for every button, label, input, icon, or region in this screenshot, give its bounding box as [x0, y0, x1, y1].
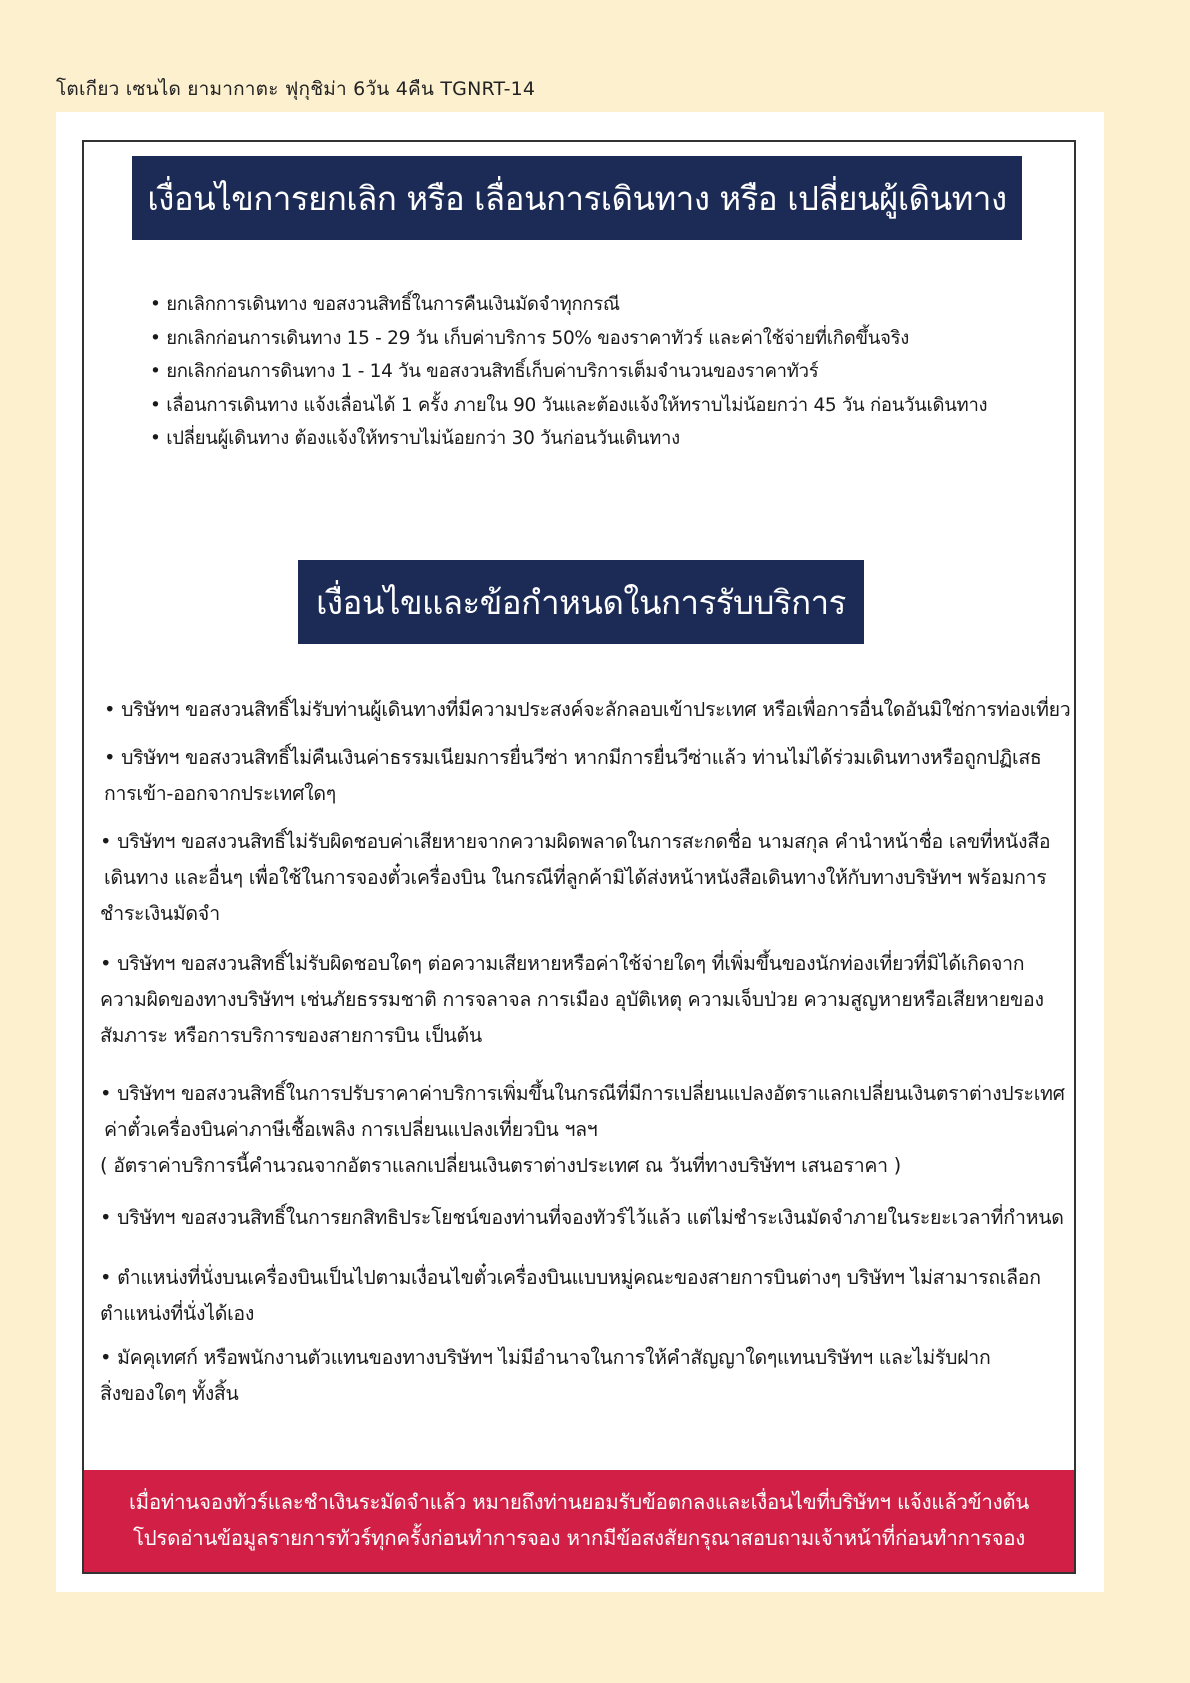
term-line: • บริษัทฯ ขอสงวนสิทธิ์ไม่รับท่านผู้เดินทางที่มีความประสงค์จะลักลอบเข้าประเทศ หรือเพื่อการอื่นใดอันมิใช่การท่องเที่ยว: [104, 698, 1071, 721]
term-item: [100, 1076, 1065, 1184]
term-line: สัมภาระ หรือการบริการของสายการบิน เป็นต้น: [100, 1024, 482, 1047]
term-item: [100, 1200, 1064, 1236]
term-line: • บริษัทฯ ขอสงวนสิทธิ์ในการปรับราคาค่าบริการเพิ่มขึ้นในกรณีที่มีการเปลี่ยนแปลงอัตราแลกเปลี่ยนเงินตราต่างประเทศ: [100, 1082, 1065, 1105]
booking-notice-line: เมื่อท่านจองทัวร์และชำเงินระมัดจำแล้ว หมายถึงท่านยอมรับข้อตกลงและเงื่อนไขที่บริษัทฯ แจ้งแล้วข้างต้น: [128, 1490, 1030, 1514]
term-line: ( อัตราค่าบริการนี้คำนวณจากอัตราแลกเปลี่ยนเงินตราต่างประเทศ ณ วันที่ทางบริษัทฯ เสนอราคา ): [100, 1154, 901, 1177]
term-line: ความผิดของทางบริษัทฯ เช่นภัยธรรมชาติ การจลาจล การเมือง อุบัติเหตุ ความเจ็บป่วย ความสูญหายหรือเสียหายของ: [100, 988, 1044, 1011]
term-item: [104, 692, 1070, 728]
cancellation-heading-banner: [132, 156, 1022, 240]
cancellation-list: [150, 288, 1050, 456]
cancellation-item: • ยกเลิกก่อนการดินทาง 1 - 14 วัน ขอสงวนสิทธิ์เก็บค่าบริการเต็มจำนวนของราคาทัวร์: [150, 361, 819, 382]
booking-notice-bar: [84, 1470, 1074, 1574]
terms-frame: [82, 140, 1076, 1574]
term-line: • บริษัทฯ ขอสงวนสิทธิ์ไม่รับผิดชอบค่าเสียหายจากความผิดพลาดในการสะกดชื่อ นามสกุล คำนำหน้าชื่อ เลขที่หนังสือ: [100, 830, 1051, 853]
terms-heading-banner: [298, 560, 864, 644]
term-line: ชำระเงินมัดจำ: [100, 902, 220, 925]
booking-notice-line: โปรดอ่านข้อมูลรายการทัวร์ทุกครั้งก่อนทำการจอง หากมีข้อสงสัยกรุณาสอบถามเจ้าหน้าที่ก่อนทำการจอง: [132, 1526, 1026, 1550]
term-line: สิ่งของใดๆ ทั้งสิ้น: [100, 1382, 239, 1405]
term-item: [100, 946, 1044, 1054]
term-line: • มัคคุเทศก์ หรือพนักงานตัวแทนของทางบริษัทฯ ไม่มีอำนาจในการให้คำสัญญาใดๆแทนบริษัทฯ และไม่รับฝาก: [100, 1346, 991, 1369]
term-line: • บริษัทฯ ขอสงวนสิทธิ์ไม่รับผิดชอบใดๆ ต่อความเสียหายหรือค่าใช้จ่ายใดๆ ที่เพิ่มขึ้นของนักท่องเที่ยวที่มิได้เกิดจาก: [100, 952, 1025, 975]
term-line: เดินทาง และอื่นๆ เพื่อใช้ในการจองตั๋วเครื่องบิน ในกรณีที่ลูกค้ามิได้ส่งหน้าหนังสือเดินทางให้กับทางบริษัทฯ พร้อมการ: [104, 866, 1047, 889]
cancellation-heading: เงื่อนไขการยกเลิก หรือ เลื่อนการเดินทาง หรือ เปลี่ยนผู้เดินทาง: [147, 178, 1007, 218]
term-line: • ตำแหน่งที่นั่งบนเครื่องบินเป็นไปตามเงื่อนไขตั๋วเครื่องบินแบบหมู่คณะของสายการบินต่างๆ บริษัทฯ ไม่สามารถเลือก: [100, 1266, 1041, 1289]
term-item: [100, 1260, 1041, 1332]
cancellation-item: • เปลี่ยนผู้เดินทาง ต้องแจ้งให้ทราบไม่น้อยกว่า 30 วันก่อนวันเดินทาง: [150, 428, 680, 449]
term-line: ตำแหน่งที่นั่งได้เอง: [100, 1302, 255, 1325]
cancellation-item: • ยกเลิกก่อนการเดินทาง 15 - 29 วัน เก็บค่าบริการ 50% ของราคาทัวร์ และค่าใช้จ่ายที่เกิดขึ้นจริง: [150, 327, 910, 349]
terms-sheet: [56, 112, 1104, 1592]
term-line: • บริษัทฯ ขอสงวนสิทธิ์ในการยกสิทธิประโยชน์ของท่านที่จองทัวร์ไว้แล้ว แต่ไม่ชำระเงินมัดจำภายในระยะเวลาที่กำหนด: [100, 1206, 1064, 1229]
term-line: การเข้า-ออกจากประเทศใดๆ: [104, 782, 336, 805]
cancellation-item: • เลื่อนการเดินทาง แจ้งเลื่อนได้ 1 ครั้ง ภายใน 90 วันและต้องแจ้งให้ทราบไม่น้อยกว่า 45 วัน ก่อนวันเดินทาง: [150, 394, 988, 416]
term-item: [100, 824, 1050, 932]
cancellation-item: • ยกเลิกการเดินทาง ขอสงวนสิทธิ์ในการคืนเงินมัดจำทุกกรณี: [150, 294, 620, 315]
term-line: ค่าตั๋วเครื่องบินค่าภาษีเชื้อเพลิง การเปลี่ยนแปลงเที่ยวบิน ฯลฯ: [104, 1118, 598, 1141]
terms-heading: เงื่อนไขและข้อกำหนดในการรับบริการ: [316, 582, 846, 622]
document-header-title: โตเกียว เซนได ยามากาตะ ฟุกุชิม่า 6วัน 4คืน TGNRT-14: [56, 78, 536, 100]
term-item: [104, 740, 1042, 812]
term-line: • บริษัทฯ ขอสงวนสิทธิ์ไม่คืนเงินค่าธรรมเนียมการยื่นวีซ่า หากมีการยื่นวีซ่าแล้ว ท่านไม่ได้ร่วมเดินทางหรือถูกปฏิเสธ: [104, 746, 1042, 769]
term-item: [100, 1340, 990, 1412]
